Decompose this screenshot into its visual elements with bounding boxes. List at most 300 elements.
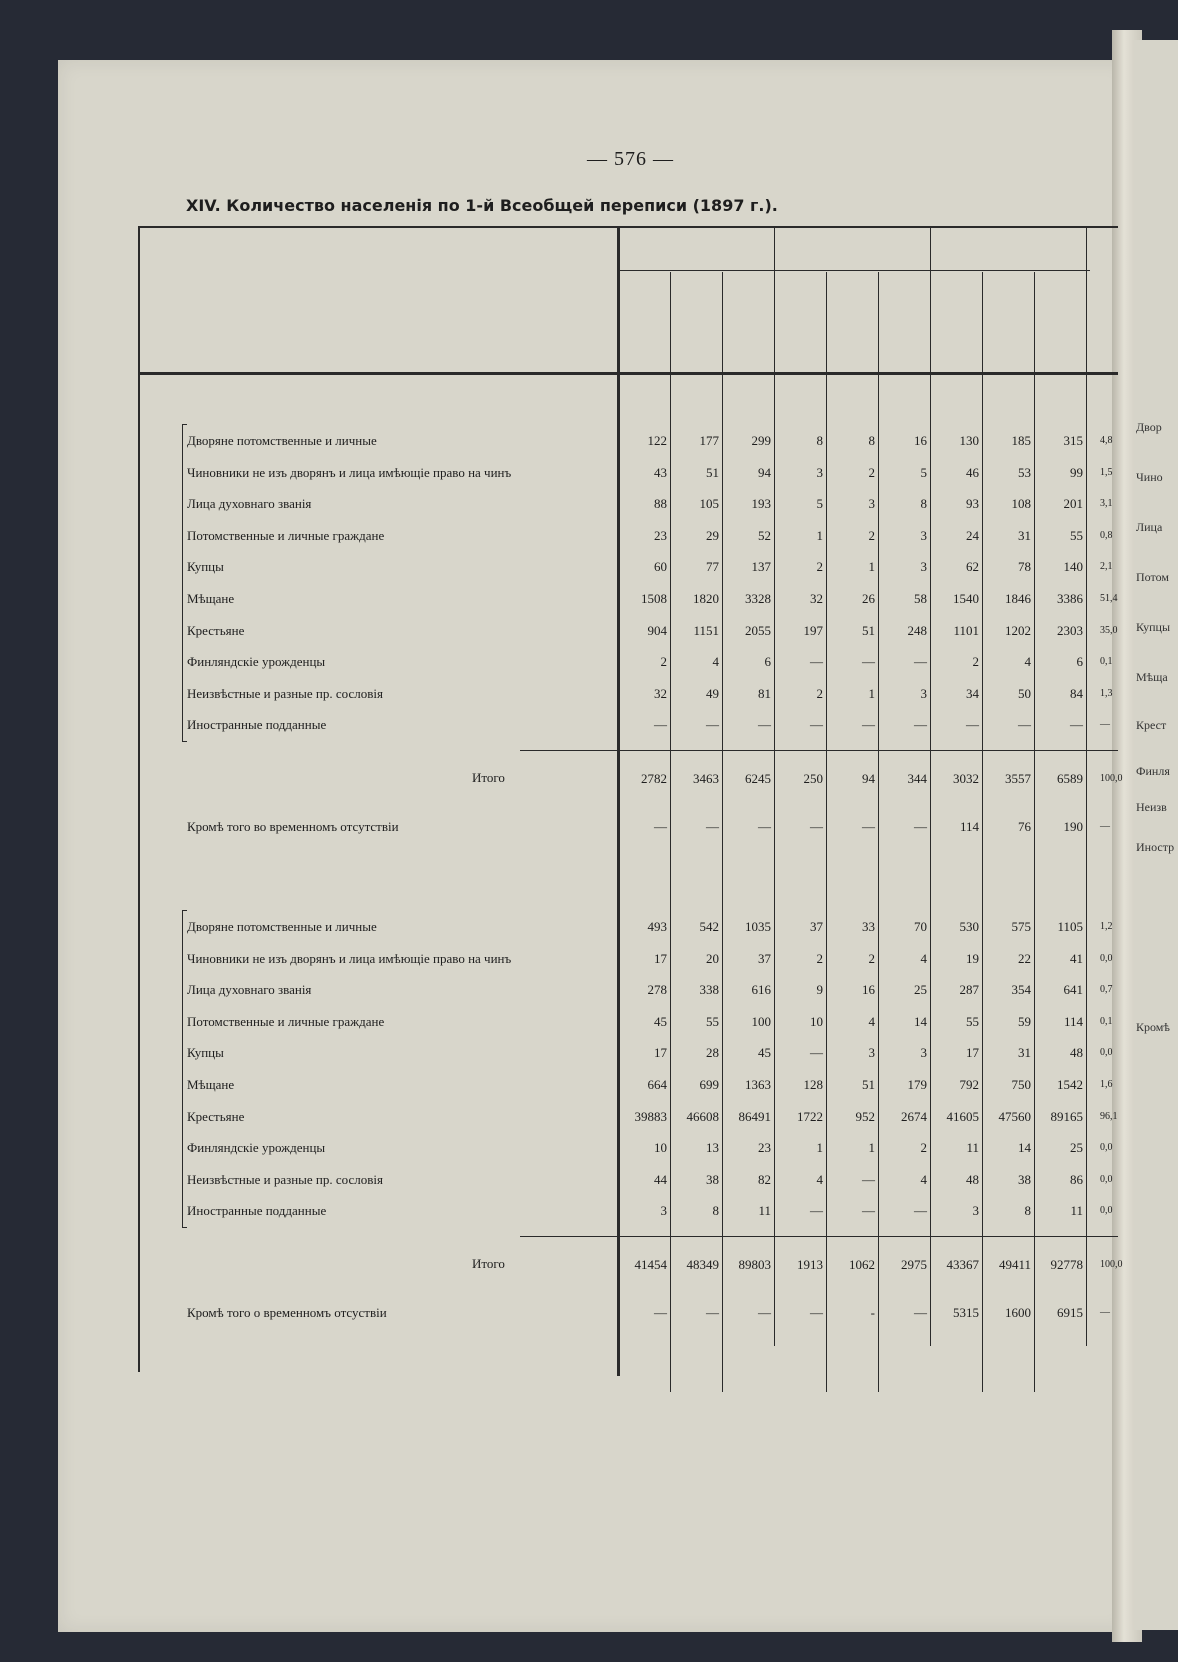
table-cell: 44 (654, 1171, 667, 1187)
table-cell: — (1070, 717, 1083, 733)
total-cell: 6245 (745, 771, 771, 786)
absent-cell: — (914, 1305, 927, 1320)
percent-cell: 35,0 (1100, 624, 1118, 636)
absent-label-text: Кромѣ того о временномъ отсуствіи (187, 1305, 387, 1320)
absent-cell: 114 (959, 819, 979, 834)
table-cell: 25 (1070, 1140, 1083, 1156)
table-cell: 2 (868, 527, 875, 543)
absent-cell: — (810, 1305, 823, 1320)
total-cell: 41454 (634, 1257, 667, 1272)
table-cell: 8 (868, 433, 875, 448)
table-cell: 24 (966, 527, 979, 543)
table-cell: 3 (816, 464, 823, 480)
table-cell: 8 (816, 433, 823, 448)
table-cell: 39883 (634, 1108, 667, 1124)
absent-label (187, 1304, 612, 1321)
table-cell: 6 (1076, 654, 1083, 670)
row-label-text: Мѣщане (187, 1077, 235, 1092)
table-cell: 2674 (901, 1108, 927, 1124)
table-cell: 86491 (738, 1108, 771, 1124)
table-cell: 34 (966, 685, 979, 701)
table-cell: 93 (966, 496, 979, 512)
row-label (187, 653, 612, 670)
table-cell: 2 (816, 950, 823, 966)
table-cell: 1508 (641, 591, 667, 606)
table-cell: 16 (862, 982, 875, 998)
absent-cell: — (654, 819, 667, 834)
next-page-fragment: Лица (1136, 520, 1163, 534)
group-rule (620, 270, 1090, 271)
table-cell: 1540 (953, 591, 979, 606)
absent-cell: — (862, 819, 875, 834)
row-label (187, 1202, 612, 1219)
table-cell: — (1018, 717, 1031, 733)
total-rule (520, 1236, 1118, 1237)
table-cell: 3 (920, 1045, 927, 1061)
table-cell: 32 (654, 685, 667, 701)
table-cell: 50 (1018, 685, 1031, 701)
table-cell: 8 (1024, 1203, 1031, 1219)
table-cell: 114 (1063, 1013, 1083, 1029)
table-cell: 1820 (693, 591, 719, 606)
row-label (187, 685, 612, 702)
table-cell: 31 (1018, 527, 1031, 543)
total-rule (520, 750, 1118, 751)
table-cell: 23 (758, 1140, 771, 1156)
row-label-text: Иностранные подданные (187, 717, 327, 733)
table-cell: 130 (959, 433, 979, 448)
table-cell: 3 (868, 496, 875, 512)
row-label (187, 1013, 612, 1030)
table-cell: 33 (862, 919, 875, 934)
row-label-text: Мѣщане (187, 591, 235, 606)
column-rule (774, 226, 775, 1346)
percent-cell: 0,1 (1100, 656, 1113, 668)
table-cell: 81 (758, 685, 771, 701)
table-cell: 3 (660, 1203, 667, 1219)
table-cell: — (810, 717, 823, 733)
percent-cell: — (1100, 719, 1110, 731)
table-cell: 11 (758, 1203, 771, 1219)
table-cell: 3328 (745, 591, 771, 606)
table-cell: — (862, 717, 875, 733)
table-cell: 4 (868, 1013, 875, 1029)
percent-cell: 2,1 (1100, 561, 1113, 573)
table-cell: 2 (920, 1140, 927, 1156)
row-label (187, 950, 612, 967)
absent-cell: 76 (1018, 819, 1031, 834)
table-cell: 1542 (1057, 1077, 1083, 1092)
table-cell: 51 (706, 464, 719, 480)
total-cell: 1062 (849, 1257, 875, 1272)
row-label-text: Финляндскіе урожденцы (187, 1140, 326, 1156)
row-label-text: Чиновники не изъ дворянъ и лица имѣющіе право на чинъ (187, 464, 512, 480)
table-cell: 493 (647, 919, 667, 934)
table-cell: 1722 (797, 1108, 823, 1124)
row-label-text: Чиновники не изъ дворянъ и лица имѣющіе право на чинъ (187, 950, 512, 966)
total-cell: 1913 (797, 1257, 823, 1272)
total-cell: 3463 (693, 771, 719, 786)
table-cell: 16 (914, 433, 927, 448)
table-cell: 3 (920, 685, 927, 701)
absent-cell: — (914, 819, 927, 834)
table-cell: 122 (647, 433, 667, 448)
total-cell: 49411 (998, 1257, 1031, 1272)
row-label-text: Финляндскіе урожденцы (187, 654, 326, 670)
table-cell: 177 (699, 433, 719, 448)
percent-cell: 1,3 (1100, 687, 1113, 699)
table-left-rule (138, 226, 140, 1372)
table-cell: 11 (1070, 1203, 1083, 1219)
table-cell: 29 (706, 527, 719, 543)
table-cell: 193 (751, 496, 771, 512)
table-cell: 14 (914, 1013, 927, 1029)
next-page-fragment: Финля (1136, 764, 1170, 778)
row-label-text: Лица духовнаго званія (187, 496, 312, 512)
table-cell: 48 (966, 1171, 979, 1187)
table-cell: — (914, 654, 927, 670)
table-cell: 17 (654, 1045, 667, 1061)
table-cell: 750 (1011, 1077, 1031, 1092)
row-label-text: Купцы (187, 1045, 224, 1061)
label-column-rule (617, 226, 620, 1376)
row-label (187, 1076, 612, 1093)
row-label-text: Дворяне потомственные и личные (187, 919, 377, 934)
table-cell: 11 (966, 1140, 979, 1156)
absent-cell: — (706, 1305, 719, 1320)
table-cell: — (862, 1171, 875, 1187)
row-label (187, 495, 612, 512)
row-label-text: Крестьяне (187, 622, 245, 638)
table-cell: 338 (699, 982, 719, 998)
percent-cell: 0,7 (1100, 984, 1113, 996)
table-cell: 32 (810, 591, 823, 606)
column-rule (1034, 272, 1035, 1392)
table-cell: 185 (1011, 433, 1031, 448)
next-page-fragment: Крест (1136, 718, 1167, 732)
table-cell: 38 (706, 1171, 719, 1187)
table-cell: 46 (966, 464, 979, 480)
table-cell: 78 (1018, 559, 1031, 575)
table-cell: 59 (1018, 1013, 1031, 1029)
row-label-text: Потомственные и личные граждане (187, 1013, 385, 1029)
total-cell: 6589 (1057, 771, 1083, 786)
table-cell: 88 (654, 496, 667, 512)
table-cell: 37 (758, 950, 771, 966)
table-cell: 62 (966, 559, 979, 575)
row-label-text: Неизвѣстные и разные пр. сословія (187, 685, 383, 701)
row-label (187, 464, 612, 481)
table-cell: 4 (816, 1171, 823, 1187)
table-cell: 542 (699, 919, 719, 934)
total-cell: 94 (862, 771, 875, 786)
table-cell: — (810, 1045, 823, 1061)
table-cell: 3 (920, 559, 927, 575)
row-label (187, 558, 612, 575)
absent-cell: — (654, 1305, 667, 1320)
table-cell: 952 (855, 1108, 875, 1124)
table-cell: 179 (907, 1077, 927, 1092)
percent-cell: 1,2 (1100, 921, 1113, 932)
table-cell: — (758, 717, 771, 733)
table-cell: 77 (706, 559, 719, 575)
table-cell: 84 (1070, 685, 1083, 701)
next-page-fragment: Кромѣ (1136, 1020, 1170, 1034)
table-cell: 2 (660, 654, 667, 670)
row-label-text: Иностранные подданные (187, 1203, 327, 1219)
table-cell: 5 (920, 464, 927, 480)
next-page-fragment: Неизв (1136, 800, 1167, 814)
table-cell: — (966, 717, 979, 733)
table-cell: 25 (914, 982, 927, 998)
table-cell: 2 (868, 464, 875, 480)
total-cell: 3557 (1005, 771, 1031, 786)
next-page-fragment: Мѣща (1136, 670, 1168, 684)
table-cell: 287 (959, 982, 979, 998)
table-cell: 1 (868, 685, 875, 701)
percent-cell: 0,0 (1100, 1047, 1113, 1059)
table-cell: 20 (706, 950, 719, 966)
table-cell: 1 (816, 1140, 823, 1156)
page-number: — 576 — (587, 148, 674, 170)
table-cell: 5 (816, 496, 823, 512)
table-cell: 58 (914, 591, 927, 606)
percent-cell: 0,0 (1100, 1142, 1113, 1154)
table-cell: 51 (862, 1077, 875, 1092)
table-cell: 315 (1063, 433, 1083, 448)
table-cell: 3 (920, 527, 927, 543)
table-cell: 48 (1070, 1045, 1083, 1061)
percent-cell: 0,8 (1100, 529, 1113, 541)
table-cell: 1202 (1005, 622, 1031, 638)
table-cell: 60 (654, 559, 667, 575)
table-cell: 530 (959, 919, 979, 934)
total-cell: 3032 (953, 771, 979, 786)
total-cell: 250 (803, 771, 823, 786)
row-label-text: Дворяне потомственные и личные (187, 433, 377, 448)
table-cell: 55 (706, 1013, 719, 1029)
row-label (187, 918, 612, 935)
table-cell: — (914, 1203, 927, 1219)
table-cell: 37 (810, 919, 823, 934)
table-cell: 108 (1011, 496, 1031, 512)
table-cell: 41 (1070, 950, 1083, 966)
table-cell: 45 (654, 1013, 667, 1029)
absent-cell: — (706, 819, 719, 834)
table-cell: 53 (1018, 464, 1031, 480)
table-cell: 1105 (1057, 919, 1083, 934)
table-cell: 278 (647, 982, 667, 998)
table-cell: — (654, 717, 667, 733)
table-cell: 1151 (693, 622, 719, 638)
table-cell: 140 (1063, 559, 1083, 575)
table-cell: — (706, 717, 719, 733)
table-cell: 664 (647, 1077, 667, 1092)
absent-percent-cell: — (1100, 821, 1110, 832)
table-cell: — (862, 1203, 875, 1219)
table-cell: 354 (1011, 982, 1031, 998)
next-page-fragment: Иностр (1136, 840, 1175, 854)
page-sheet (58, 60, 1130, 1632)
table-cell: 55 (1070, 527, 1083, 543)
total-label: Итого (472, 1256, 505, 1271)
table-cell: 70 (914, 919, 927, 934)
table-cell: — (862, 654, 875, 670)
table-cell: 4 (712, 654, 719, 670)
percent-cell: 0,0 (1100, 952, 1113, 964)
table-cell: 248 (907, 622, 927, 638)
table-cell: 26 (862, 591, 875, 606)
table-cell: 3386 (1057, 591, 1083, 606)
percent-cell: 0,0 (1100, 1205, 1113, 1217)
table-cell: 137 (751, 559, 771, 575)
table-cell: 1035 (745, 919, 771, 934)
table-cell: 45 (758, 1045, 771, 1061)
table-cell: 2 (972, 654, 979, 670)
table-cell: 4 (1024, 654, 1031, 670)
row-label (187, 622, 612, 639)
table-cell: 8 (712, 1203, 719, 1219)
percent-cell: 4,8 (1100, 435, 1113, 446)
row-label (187, 527, 612, 544)
table-cell: 47560 (998, 1108, 1031, 1124)
table-cell: — (810, 1203, 823, 1219)
table-cell: 82 (758, 1171, 771, 1187)
next-page-fragment: Купцы (1136, 620, 1171, 634)
total-cell: 48349 (686, 1257, 719, 1272)
next-page-edge (1134, 40, 1178, 1630)
total-percent-cell: 100,0 (1100, 773, 1123, 784)
column-rule (670, 272, 671, 1392)
table-top-rule (138, 226, 1118, 228)
table-cell: 3 (972, 1203, 979, 1219)
table-cell: 100 (751, 1013, 771, 1029)
table-cell: 94 (758, 464, 771, 480)
column-rule (930, 226, 931, 1346)
table-cell: 699 (699, 1077, 719, 1092)
row-label-text: Купцы (187, 559, 224, 575)
table-cell: 4 (920, 1171, 927, 1187)
absent-cell: 6915 (1057, 1305, 1083, 1320)
table-cell: 128 (803, 1077, 823, 1092)
percent-cell: 0,1 (1100, 1015, 1113, 1027)
table-cell: 43 (654, 464, 667, 480)
absent-cell: - (870, 1305, 875, 1320)
table-cell: 2055 (745, 622, 771, 638)
absent-percent-cell: — (1100, 1307, 1110, 1318)
total-cell: 89803 (738, 1257, 771, 1272)
percent-cell: 3,1 (1100, 498, 1113, 510)
column-rule (722, 272, 723, 1392)
table-cell: 49 (706, 685, 719, 701)
table-cell: 89165 (1050, 1108, 1083, 1124)
row-label-text: Крестьяне (187, 1108, 245, 1124)
total-cell: 2975 (901, 1257, 927, 1272)
row-label (187, 590, 612, 607)
table-cell: 2 (816, 559, 823, 575)
table-cell: 201 (1063, 496, 1083, 512)
row-label (187, 432, 612, 449)
table-cell: — (914, 717, 927, 733)
percent-cell: 0,0 (1100, 1173, 1113, 1185)
absent-cell: 5315 (953, 1305, 979, 1320)
column-rule (878, 272, 879, 1392)
table-cell: 792 (959, 1077, 979, 1092)
table-cell: 2 (868, 950, 875, 966)
total-percent-cell: 100,0 (1100, 1259, 1123, 1270)
table-cell: 10 (654, 1140, 667, 1156)
column-rule (826, 272, 827, 1392)
row-label (187, 1139, 612, 1156)
column-rule (982, 272, 983, 1392)
table-cell: 6 (764, 654, 771, 670)
table-cell: 86 (1070, 1171, 1083, 1187)
table-cell: 10 (810, 1013, 823, 1029)
table-cell: — (810, 654, 823, 670)
table-cell: 197 (803, 622, 823, 638)
percent-cell: 51,4 (1100, 593, 1118, 604)
total-cell: 92778 (1050, 1257, 1083, 1272)
table-cell: 904 (647, 622, 667, 638)
table-cell: 1 (868, 559, 875, 575)
table-cell: 2303 (1057, 622, 1083, 638)
table-cell: 4 (920, 950, 927, 966)
row-label-text: Потомственные и личные граждане (187, 527, 385, 543)
table-cell: 31 (1018, 1045, 1031, 1061)
absent-cell: — (810, 819, 823, 834)
table-cell: 28 (706, 1045, 719, 1061)
table-cell: 3 (868, 1045, 875, 1061)
table-cell: 575 (1011, 919, 1031, 934)
table-cell: 13 (706, 1140, 719, 1156)
table-cell: 51 (862, 622, 875, 638)
row-label (187, 981, 612, 998)
column-rule (1086, 226, 1087, 1346)
table-title: XIV. Количество населенія по 1-й Всеобщей переписи (1897 г.). (186, 196, 778, 215)
row-label (187, 1171, 612, 1188)
total-cell: 43367 (946, 1257, 979, 1272)
table-cell: 8 (920, 496, 927, 512)
table-cell: 299 (751, 433, 771, 448)
table-cell: 17 (654, 950, 667, 966)
table-cell: 616 (751, 982, 771, 998)
table-cell: 41605 (946, 1108, 979, 1124)
percent-cell: 1,6 (1100, 1079, 1113, 1090)
total-cell: 2782 (641, 771, 667, 786)
table-cell: 55 (966, 1013, 979, 1029)
table-cell: 1 (868, 1140, 875, 1156)
absent-cell: 190 (1063, 819, 1083, 834)
table-cell: 1101 (953, 622, 979, 638)
row-label-text: Неизвѣстные и разные пр. сословія (187, 1171, 383, 1187)
table-cell: 1363 (745, 1077, 771, 1092)
table-cell: 23 (654, 527, 667, 543)
table-cell: 46608 (686, 1108, 719, 1124)
absent-cell: — (758, 819, 771, 834)
absent-cell: 1600 (1005, 1305, 1031, 1320)
table-cell: 9 (816, 982, 823, 998)
row-label (187, 716, 612, 733)
table-cell: 22 (1018, 950, 1031, 966)
next-page-fragment: Чино (1136, 470, 1163, 484)
table-cell: 1846 (1005, 591, 1031, 606)
row-label-text: Лица духовнаго званія (187, 982, 312, 998)
table-cell: 99 (1070, 464, 1083, 480)
absent-label (187, 818, 612, 835)
next-page-fragment: Потом (1136, 570, 1169, 584)
table-cell: 641 (1063, 982, 1083, 998)
header-bottom-rule (138, 372, 1118, 375)
